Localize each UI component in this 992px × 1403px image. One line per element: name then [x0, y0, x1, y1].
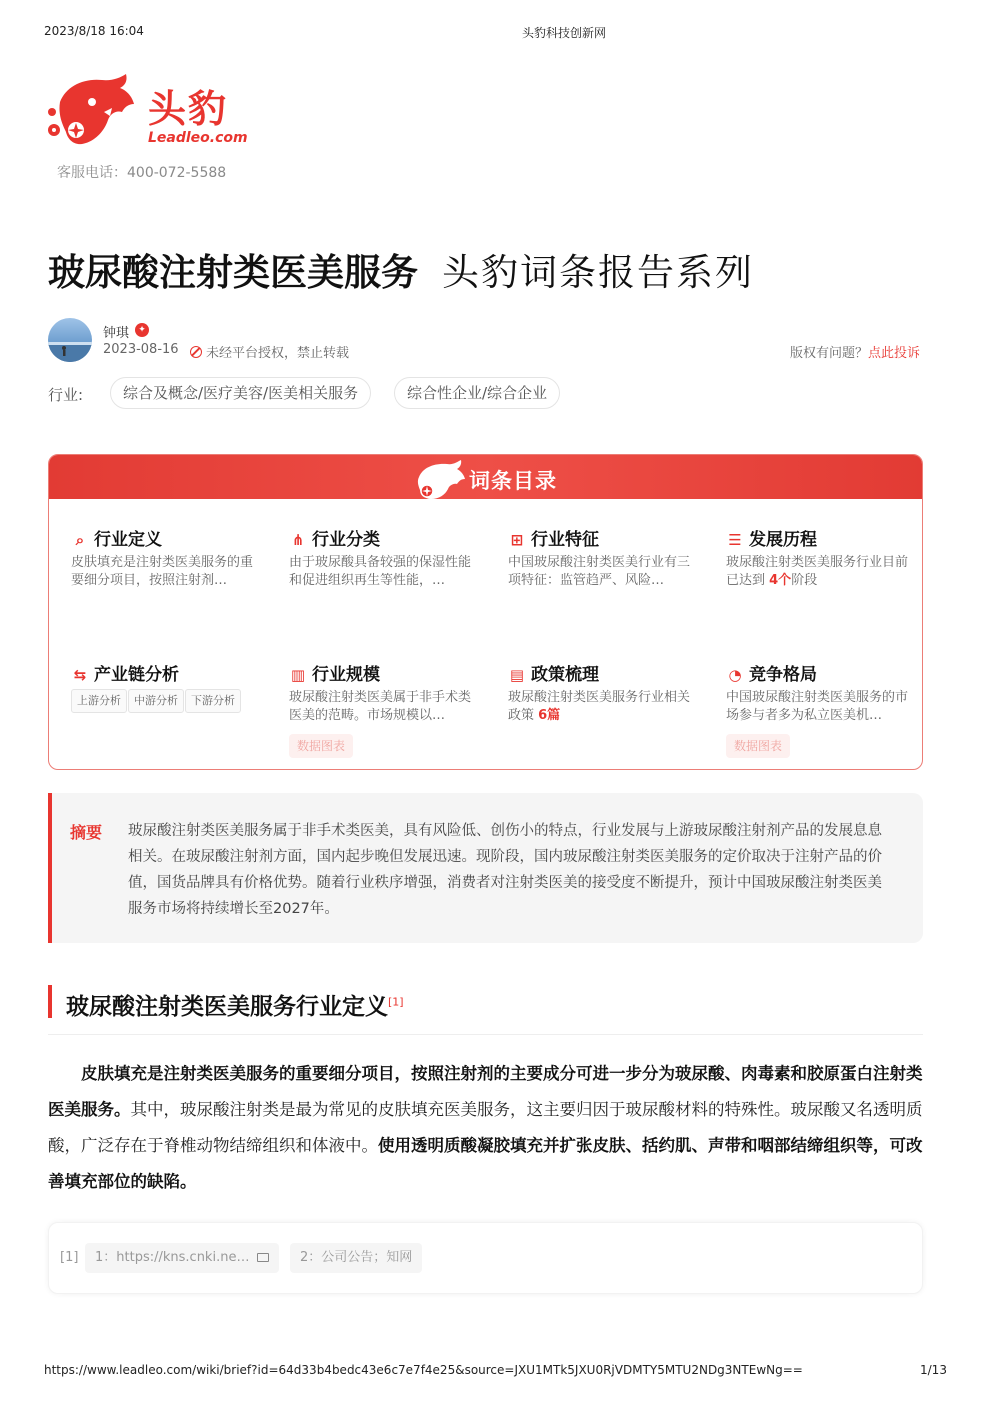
policy-icon: ▤ — [509, 666, 525, 684]
toc-item-desc: 中国玻尿酸注射类医美行业有三项特征：监管趋严、风险… — [508, 555, 691, 588]
print-site-title: 头豹科技创新网 — [522, 26, 607, 40]
reference-chip[interactable]: 2：公司公告；知网 — [290, 1243, 422, 1273]
toc-item-classification[interactable] — [289, 525, 380, 550]
mail-icon — [257, 1253, 269, 1262]
summary-text: 玻尿酸注射类医美服务属于非手术类医美，具有风险低、创伤小的特点，行业发展与上游玻尿酸注射剂产品的发展息息相关。在玻尿酸注射剂方面，国内起步晚但发展迅速。现阶段，国内玻尿酸注射类医美服务的定价取决于注射产品的价值，国货品牌具有价格优势。随着行业秩序增强，消费者对注射类医美的接受度不断提升，预计中国玻尿酸注射类医美服务市场将持续增长至2027年。 — [128, 823, 882, 917]
toc-item-title: 行业分类 — [312, 530, 380, 550]
no-repost-text: 未经平台授权，禁止转载 — [206, 346, 350, 361]
no-repost-notice — [190, 342, 349, 361]
desc-highlight: 6篇 — [538, 708, 561, 723]
toc-item-feature[interactable] — [508, 525, 599, 550]
title-main: 玻尿酸注射类医美服务 — [48, 251, 418, 294]
divider — [48, 1034, 923, 1035]
toc-item-title: 政策梳理 — [531, 665, 599, 685]
definition-icon: ⌕ — [75, 531, 85, 549]
ref-mark[interactable]: [1] — [388, 995, 404, 1009]
bold-text: 使用透明质酸凝胶填充并扩张皮肤、括约肌、声带和咽部结缔组织等，可改善填充部位的缺陷。 — [48, 1136, 923, 1191]
toc-item-title: 发展历程 — [749, 530, 817, 550]
competition-icon: ◔ — [728, 666, 742, 684]
toc-item-desc — [726, 554, 916, 590]
paragraph — [48, 1056, 923, 1200]
classification-icon: ⋔ — [291, 531, 305, 549]
summary-label: 摘要 — [70, 823, 103, 842]
reference-label: [1] — [60, 1250, 79, 1265]
page-title — [48, 242, 754, 296]
toc-item-title: 行业规模 — [312, 665, 380, 685]
desc-text: 玻尿酸注射类医美服务行业目前已达到 — [726, 555, 909, 588]
print-url: https://www.leadleo.com/wiki/brief?id=64d33b4bedc43e6c7e7f4e25&source=JXU1MTk5JXU0RjVDMTY5MTU2NDg3NTEwNg== — [44, 1363, 803, 1377]
toc-title: 词条目录 — [469, 469, 557, 493]
brand-name-en: Leadleo.com — [148, 130, 248, 146]
ban-icon — [190, 346, 202, 358]
toc-item-title: 竞争格局 — [749, 665, 817, 685]
bold-text: 皮肤填充是注射类医美服务的重要细分项目，按照注射剂的主要成分可进一步分为玻尿酸、肉毒素和胶原蛋白注射类医美服务。 — [48, 1064, 923, 1119]
toc-item-chain[interactable] — [71, 660, 179, 685]
industry-label: 行业: — [48, 386, 84, 404]
toc-item-desc: 皮肤填充是注射类医美服务的重要细分项目，按照注射剂… — [71, 555, 254, 588]
chain-icon: ⇆ — [73, 666, 87, 684]
toc-subtag-upstream[interactable]: 上游分析 — [71, 689, 127, 713]
publish-date: 2023-08-16 — [103, 342, 179, 357]
toc-item-scale[interactable] — [289, 660, 380, 685]
author-name[interactable]: 钟琪 — [103, 326, 130, 341]
toc-item-title: 行业特征 — [531, 530, 599, 550]
title-series: 头豹词条报告系列 — [442, 251, 754, 294]
brand-name-cn: 头豹 — [148, 87, 229, 131]
desc-highlight: 4个 — [769, 573, 792, 588]
toc-item-desc: 由于玻尿酸具备较强的保湿性能和促进组织再生等性能，… — [289, 555, 472, 588]
section-heading — [66, 988, 404, 1021]
copyright-question: 版权有问题？ — [790, 346, 869, 361]
section-heading-text: 玻尿酸注射类医美服务行业定义 — [66, 994, 388, 1020]
reference-chip[interactable] — [85, 1243, 279, 1273]
scale-icon: ▥ — [290, 666, 306, 684]
industry-tag[interactable]: 综合及概念/医疗美容/医美相关服务 — [110, 377, 371, 409]
data-chart-tag[interactable]: 数据图表 — [726, 734, 790, 758]
avatar-photo-icon — [48, 318, 92, 362]
heading-accent-bar — [48, 985, 52, 1018]
desc-text: 阶段 — [791, 573, 818, 588]
leopard-logo-icon — [46, 72, 146, 150]
data-chart-tag[interactable]: 数据图表 — [289, 734, 353, 758]
complaint-link[interactable]: 点此投诉 — [868, 346, 921, 361]
toc-leopard-icon — [409, 459, 465, 499]
toc-item-desc: 中国玻尿酸注射类医美服务的市场参与者多为私立医美机… — [726, 690, 909, 723]
history-icon: ☰ — [728, 531, 742, 549]
industry-tag[interactable]: 综合性企业/综合企业 — [394, 377, 560, 409]
toc-item-competition[interactable] — [726, 660, 817, 685]
toc-item-policy[interactable] — [508, 660, 599, 685]
author-verified-icon: ✦ — [135, 323, 149, 337]
toc-item-title: 行业定义 — [94, 530, 162, 550]
toc-subtag-downstream[interactable]: 下游分析 — [185, 689, 241, 713]
hotline: 客服电话：400-072-5588 — [57, 165, 227, 181]
toc-item-desc: 玻尿酸注射类医美属于非手术类医美的范畴。市场规模以… — [289, 690, 472, 723]
toc-item-desc — [508, 689, 698, 725]
avatar[interactable] — [48, 318, 92, 362]
section-body — [48, 1056, 923, 1200]
normal-text: 其中，玻尿酸注射类是最为常见的皮肤填充医美服务，这主要归因于玻尿酸材料的特殊性。玻尿酸又名透明质酸，广泛存在于脊椎动物结缔组织和体液中。 — [48, 1100, 923, 1155]
feature-icon: ⊞ — [510, 531, 524, 549]
desc-text: 玻尿酸注射类医美服务行业相关政策 — [508, 690, 691, 723]
toc-subtag-midstream[interactable]: 中游分析 — [128, 689, 184, 713]
print-page-number: 1/13 — [920, 1363, 947, 1377]
print-datetime: 2023/8/18 16:04 — [44, 24, 144, 38]
reference-text: 1：https://kns.cnki.ne… — [95, 1250, 250, 1265]
copyright-notice — [790, 342, 920, 361]
toc-item-title: 产业链分析 — [94, 665, 179, 685]
toc-item-definition[interactable] — [71, 525, 162, 550]
toc-item-history[interactable] — [726, 525, 817, 550]
